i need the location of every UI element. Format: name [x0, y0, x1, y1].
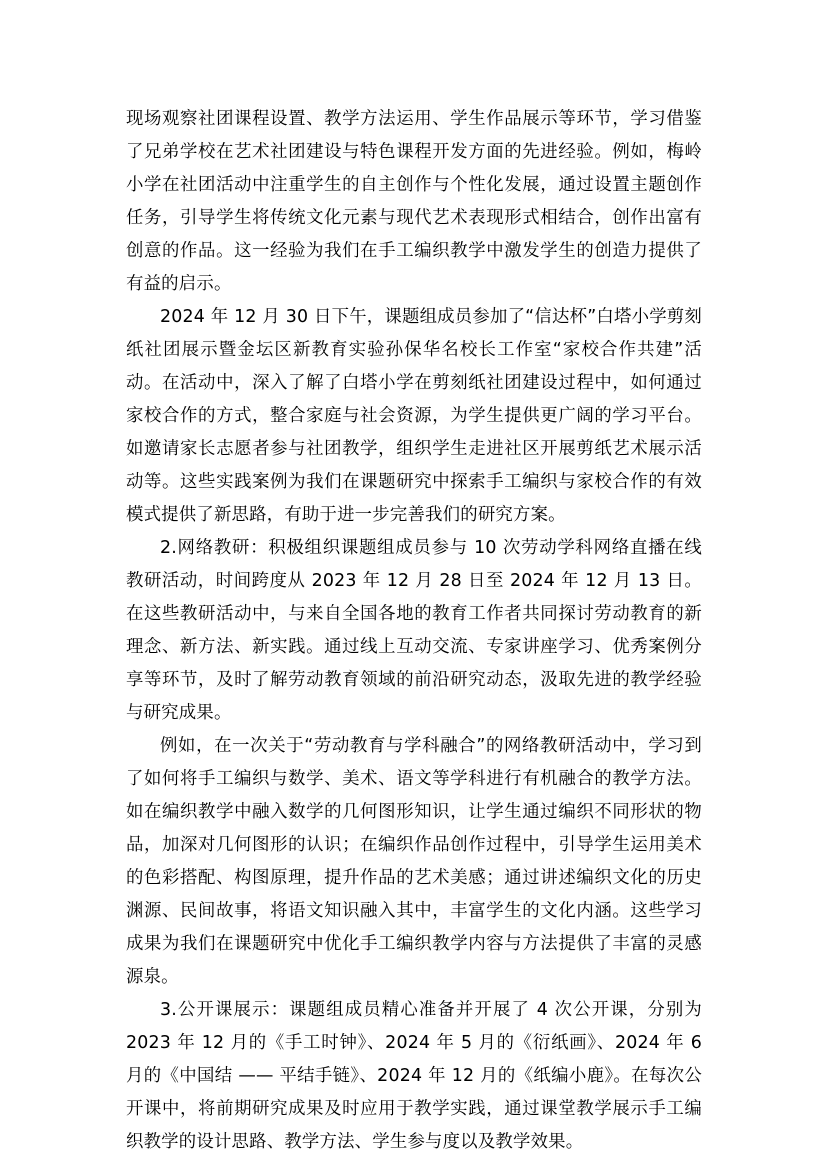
paragraph-subject-integration: 例如，在一次关于“劳动教育与学科融合”的网络教研活动中，学习到了如何将手工编织与数学、美术、语文等学科进行有机融合的教学方法。如在编织教学中融入数学的几何图形知识，让学生通过编织不同形状的物品，加深对几何图形的认识；在编织作品创作过程中，引导学生运用美术的色彩搭配、构图原理，提升作品的艺术美感；通过讲述编织文化的历史渊源、民间故事，将语文知识融入其中，丰富学生的文化内涵。这些学习成果为我们在课题研究中优化手工编织教学内容与方法提供了丰富的灵感源泉。	[126, 736, 702, 987]
paragraph-baita-activity: 2024 年 12 月 30 日下午，课题组成员参加了“信达杯”白塔小学剪刻纸社团展示暨金坛区新教育实验孙保华名校长工作室“家校合作共建”活动。在活动中，深入了解了白塔小学在剪刻纸社团建设过程中，如何通过家校合作的方式，整合家庭与社会资源，为学生提供更广阔的学习平台。如邀请家长志愿者参与社团教学，组织学生走进社区开展剪纸艺术展示活动等。这些实践案例为我们在课题研究中探索手工编织与家校合作的有效模式提供了新思路，有助于进一步完善我们的研究方案。	[126, 307, 702, 525]
paragraph-open-class: 3.公开课展示：课题组成员精心准备并开展了 4 次公开课，分别为 2023 年 12 月的《手工时钟》、2024 年 5 月的《衍纸画》、2024 年 6 月的《中国结 —— 平结手链》、2024 年 12 月的《纸编小鹿》。在每次公开课中，将前期研究成果及时应用于教学实践，通过课堂教学展示手工编织教学的设计思路、教学方法、学生参与度以及教学效果。	[126, 1000, 702, 1152]
paragraph-online-research: 2.网络教研：积极组织课题组成员参与 10 次劳动学科网络直播在线教研活动，时间跨度从 2023 年 12 月 28 日至 2024 年 12 月 13 日。在这些教研活动中，与来自全国各地的教育工作者共同探讨劳动教育的新理念、新方法、新实践。通过线上互动交流、专家讲座学习、优秀案例分享等环节，及时了解劳动教育领域的前沿研究动态，汲取先进的教学经验与研究成果。	[126, 538, 702, 723]
paragraph-campus-visit-continued: 现场观察社团课程设置、教学方法运用、学生作品展示等环节，学习借鉴了兄弟学校在艺术社团建设与特色课程开发方面的先进经验。例如，梅岭小学在社团活动中注重学生的自主创作与个性化发展，通过设置主题创作任务，引导学生将传统文化元素与现代艺术表现形式相结合，创作出富有创意的作品。这一经验为我们在手工编织教学中激发学生的创造力提供了有益的启示。	[126, 109, 702, 294]
document-body	[126, 103, 702, 1159]
